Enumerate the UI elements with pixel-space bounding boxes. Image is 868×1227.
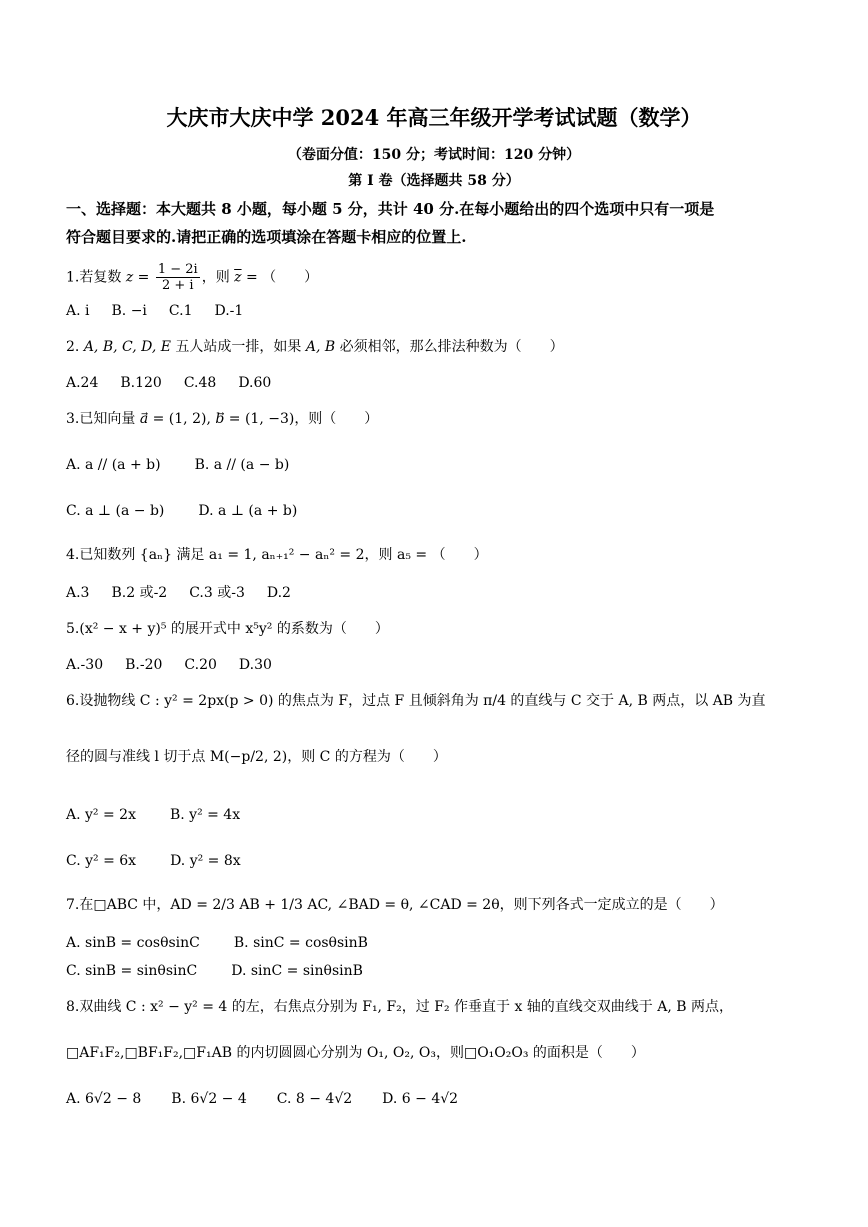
option[interactable]: C.3 或-3 bbox=[189, 585, 245, 601]
option[interactable]: B. y² = 4x bbox=[169, 807, 241, 823]
question-7-options-row2 bbox=[66, 962, 385, 980]
option[interactable]: A. sinB = cosθsinC bbox=[66, 935, 200, 951]
option[interactable]: D.60 bbox=[238, 375, 272, 391]
option[interactable]: D.-1 bbox=[214, 303, 244, 319]
exam-info: （卷面分值：150 分；考试时间：120 分钟） bbox=[287, 147, 581, 163]
option[interactable]: B. sinC = cosθsinB bbox=[233, 935, 368, 951]
option[interactable]: A.-30 bbox=[66, 657, 104, 673]
question-1: 1.若复数 z = $\frac{1 - 2i}{2 + i}$ ，则 $\overline{z}$ = （ ） bbox=[66, 262, 319, 293]
question-3: 3.已知向量 a⃗ = (1, 2), b⃗ = (1, −3)，则（ ） bbox=[66, 411, 379, 427]
question-3-options-row1 bbox=[66, 456, 311, 474]
question-8-options bbox=[66, 1090, 480, 1108]
option[interactable]: A. i bbox=[66, 303, 90, 319]
option[interactable]: A. a // (a + b) bbox=[66, 457, 161, 473]
question-3-options-row2 bbox=[66, 502, 319, 520]
question-4-options bbox=[66, 584, 313, 602]
question-6-line2: 径的圆与准线 l 切于点 M(−p/2, 2)，则 C 的方程为（ ） bbox=[66, 749, 447, 765]
option[interactable]: C.1 bbox=[168, 303, 193, 319]
question-6-options-row2 bbox=[66, 852, 263, 870]
part-heading: 第 I 卷（选择题共 58 分） bbox=[348, 173, 520, 189]
option[interactable]: A. y² = 2x bbox=[66, 807, 136, 823]
question-7-options-row1 bbox=[66, 934, 390, 952]
question-2-options bbox=[66, 374, 293, 392]
option[interactable]: C.20 bbox=[184, 657, 217, 673]
question-8-line1: 8.双曲线 C : x² − y² = 4 的左，右焦点分别为 F₁, F₂，过 F₂ 作垂直于 x 轴的直线交双曲线于 A, B 两点， bbox=[66, 999, 734, 1015]
question-4: 4.已知数列 {aₙ} 满足 a₁ = 1, aₙ₊₁² − aₙ² = 2，则 a₅ = （ ） bbox=[66, 547, 488, 563]
option[interactable]: D. y² = 8x bbox=[170, 853, 241, 869]
option[interactable]: A.3 bbox=[66, 585, 90, 601]
option[interactable]: C. y² = 6x bbox=[66, 853, 137, 869]
option[interactable]: D.2 bbox=[266, 585, 291, 601]
option[interactable]: B. 6√2 − 4 bbox=[171, 1091, 247, 1107]
question-5: 5.(x² − x + y)⁵ 的展开式中 x⁵y² 的系数为（ ） bbox=[66, 621, 389, 637]
option[interactable]: B.2 或-2 bbox=[111, 585, 168, 601]
question-7: 7.在□ABC 中，AD = 2/3 AB + 1/3 AC, ∠BAD = θ, ∠CAD = 2θ，则下列各式一定成立的是（ ） bbox=[66, 897, 724, 913]
option[interactable]: C. sinB = sinθsinC bbox=[66, 963, 198, 979]
question-8-line2: □AF₁F₂,□BF₁F₂,□F₁AB 的内切圆圆心分别为 O₁, O₂, O₃，则□O₁O₂O₃ 的面积是（ ） bbox=[66, 1045, 645, 1061]
option[interactable]: A. 6√2 − 8 bbox=[66, 1091, 142, 1107]
option[interactable]: D. sinC = sinθsinB bbox=[231, 963, 363, 979]
option[interactable]: B.-20 bbox=[125, 657, 163, 673]
section-heading-line1: 一、选择题：本大题共 8 小题，每小题 5 分，共计 40 分.在每小题给出的四个选项中只有一项是 bbox=[66, 200, 715, 218]
option[interactable]: B.120 bbox=[120, 375, 162, 391]
option[interactable]: B. −i bbox=[111, 303, 147, 319]
question-2: 2. A, B, C, D, E 五人站成一排，如果 A, B 必须相邻，那么排法种数为（ ） bbox=[66, 339, 564, 355]
option[interactable]: C. 8 − 4√2 bbox=[276, 1091, 353, 1107]
question-5-options bbox=[66, 656, 294, 674]
option[interactable]: C. a ⊥ (a − b) bbox=[66, 503, 165, 519]
question-6-options-row1 bbox=[66, 806, 262, 824]
option[interactable]: A.24 bbox=[66, 375, 99, 391]
option[interactable]: D. a ⊥ (a + b) bbox=[198, 503, 298, 519]
option[interactable]: C.48 bbox=[183, 375, 217, 391]
option[interactable]: D.30 bbox=[238, 657, 272, 673]
exam-title: 大庆市大庆中学 2024 年高三年级开学考试试题（数学） bbox=[166, 105, 702, 130]
question-6-line1: 6.设抛物线 C : y² = 2px(p > 0) 的焦点为 F，过点 F 且倾斜角为 π/4 的直线与 C 交于 A, B 两点，以 AB 为直 bbox=[66, 693, 766, 709]
option[interactable]: D. 6 − 4√2 bbox=[382, 1091, 459, 1107]
question-1-options bbox=[66, 302, 265, 320]
option[interactable]: B. a // (a − b) bbox=[194, 457, 290, 473]
section-heading-line2: 符合题目要求的.请把正确的选项填涂在答题卡相应的位置上. bbox=[66, 228, 467, 246]
